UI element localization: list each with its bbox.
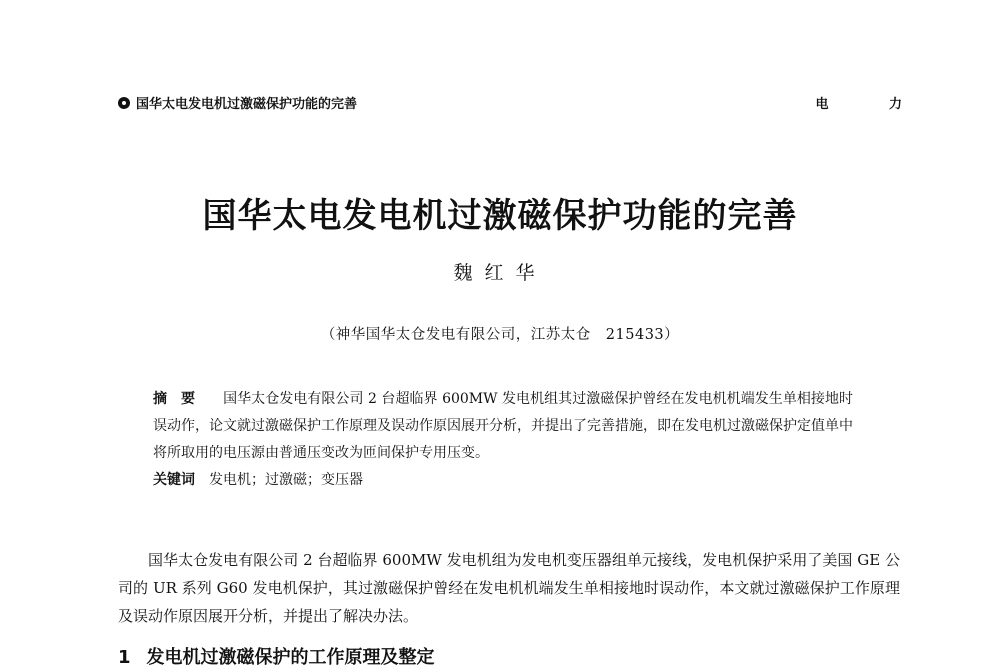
- section-heading: [118, 643, 435, 669]
- section-title: 发电机过激磁保护的工作原理及整定: [146, 647, 435, 668]
- keywords: [153, 467, 853, 494]
- abstract: [153, 386, 853, 467]
- journal-name: 电 力: [815, 97, 930, 112]
- introduction: [118, 546, 900, 630]
- abstract-label: 摘要: [153, 391, 210, 407]
- abstract-block: [153, 386, 853, 494]
- author-name: 魏红华: [453, 262, 547, 284]
- keywords-label: 关键词: [153, 472, 195, 488]
- bullet-icon: [118, 97, 130, 109]
- running-head: [118, 93, 930, 112]
- running-head-title: 国华太电发电机过激磁保护功能的完善: [136, 97, 358, 112]
- paper-title: 国华太电发电机过激磁保护功能的完善: [202, 196, 798, 236]
- keywords-text: 发电机；过激磁；变压器: [209, 472, 363, 488]
- running-head-left: [118, 93, 357, 112]
- author-affiliation: （神华国华太仓发电有限公司，江苏太仓 215433）: [320, 327, 680, 343]
- intro-paragraph: 国华太仓发电有限公司 2 台超临界 600MW 发电机组为发电机变压器组单元接线，发电机保护采用了美国 GE 公司的 UR 系列 G60 发电机保护，其过激磁保护曾经在发电机机端发生单相接地时误动作，本文就过激磁保护工作原理及误动作原因展开分析，并提出了解决办法。: [118, 551, 900, 625]
- section-number: 1: [118, 647, 131, 668]
- abstract-text: 国华太仓发电有限公司 2 台超临界 600MW 发电机组其过激磁保护曾经在发电机机端发生单相接地时误动作，论文就过激磁保护工作原理及误动作原因展开分析，并提出了完善措施，即在发电机过激磁保护定值单中将所取用的电压源由普通压变改为匝间保护专用压变。: [153, 391, 854, 461]
